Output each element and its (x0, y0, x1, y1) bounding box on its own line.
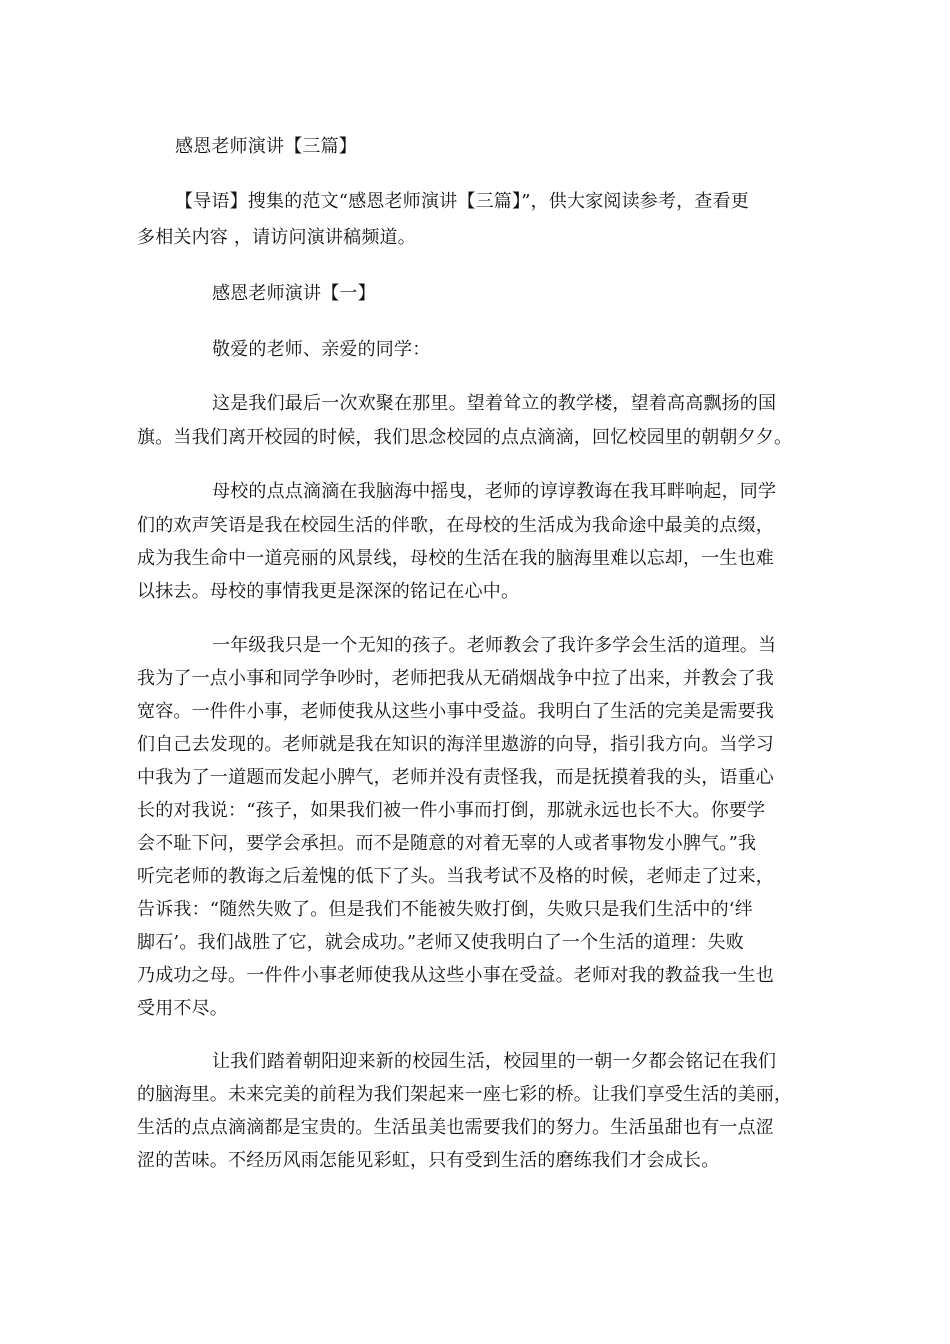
paragraph-line: 母校的点点滴滴在我脑海中摇曳，老师的谆谆教诲在我耳畔响起，同学 (212, 481, 777, 502)
paragraph-line: 会不耻下问，要学会承担。而不是随意的对着无辜的人或者事物发小脾气。”我 (137, 833, 757, 854)
paragraph-line: 乃成功之母。一件件小事老师使我从这些小事在受益。老师对我的教益我一生也 (137, 965, 774, 986)
intro-line: 多相关内容 ，请访问演讲稿频道。 (137, 227, 416, 248)
paragraph-line: 让我们踏着朝阳迎来新的校园生活，校园里的一朝一夕都会铭记在我们 (212, 1051, 777, 1072)
paragraph-line: 的脑海里。未来完美的前程为我们架起来一座七彩的桥。让我们享受生活的美丽， (137, 1084, 793, 1105)
intro-line: 【导语】搜集的范文“感恩老师演讲【三篇】”，供大家阅读参考，查看更 (175, 191, 750, 212)
paragraph-line: 以抹去。母校的事情我更是深深的铭记在心中。 (137, 581, 520, 602)
document-title: 感恩老师演讲【三篇】 (175, 136, 357, 157)
salutation: 敬爱的老师、亲爱的同学： (212, 339, 431, 360)
paragraph-line: 这是我们最后一次欢聚在那里。望着耸立的教学楼，望着高高飘扬的国 (212, 393, 777, 414)
paragraph-line: 一年级我只是一个无知的孩子。老师教会了我许多学会生活的道理。当 (212, 635, 777, 656)
paragraph-line: 生活的点点滴滴都是宝贵的。生活虽美也需要我们的努力。生活虽甜也有一点涩 (137, 1117, 774, 1138)
paragraph-line: 长的对我说：“孩子，如果我们被一件小事而打倒，那就永远也长不大。你要学 (137, 800, 766, 821)
paragraph-line: 们自己去发现的。老师就是我在知识的海洋里遨游的向导，指引我方向。当学习 (137, 734, 774, 755)
paragraph-line: 中我为了一道题而发起小脾气，老师并没有责怪我，而是抚摸着我的头，语重心 (137, 767, 774, 788)
paragraph-line: 告诉我：“随然失败了。但是我们不能被失败打倒，失败只是我们生活中的‘绊 (137, 899, 753, 920)
paragraph-line: 听完老师的教诲之后羞愧的低下了头。当我考试不及格的时候，老师走了过来， (137, 866, 774, 887)
paragraph-line: 脚石’。我们战胜了它，就会成功。”老师又使我明白了一个生活的道理：失败 (137, 932, 744, 953)
paragraph-line: 涩的苦味。不经历风雨怎能见彩虹，只有受到生活的磨练我们才会成长。 (137, 1150, 720, 1171)
paragraph-line: 们的欢声笑语是我在校园生活的伴歌，在母校的生活成为我命途中最美的点缀， (137, 515, 774, 536)
paragraph-line: 宽容。一件件小事，老师使我从这些小事中受益。我明白了生活的完美是需要我 (137, 701, 774, 722)
paragraph-line: 旗。当我们离开校园的时候，我们思念校园的点点滴滴，回忆校园里的朝朝夕夕。 (137, 427, 793, 448)
section-heading: 感恩老师演讲【一】 (212, 283, 376, 304)
paragraph-line: 成为我生命中一道亮丽的风景线，母校的生活在我的脑海里难以忘却，一生也难 (137, 548, 774, 569)
paragraph-line: 我为了一点小事和同学争吵时，老师把我从无硝烟战争中拉了出来，并教会了我 (137, 668, 774, 689)
paragraph-line: 受用不尽。 (137, 998, 228, 1019)
